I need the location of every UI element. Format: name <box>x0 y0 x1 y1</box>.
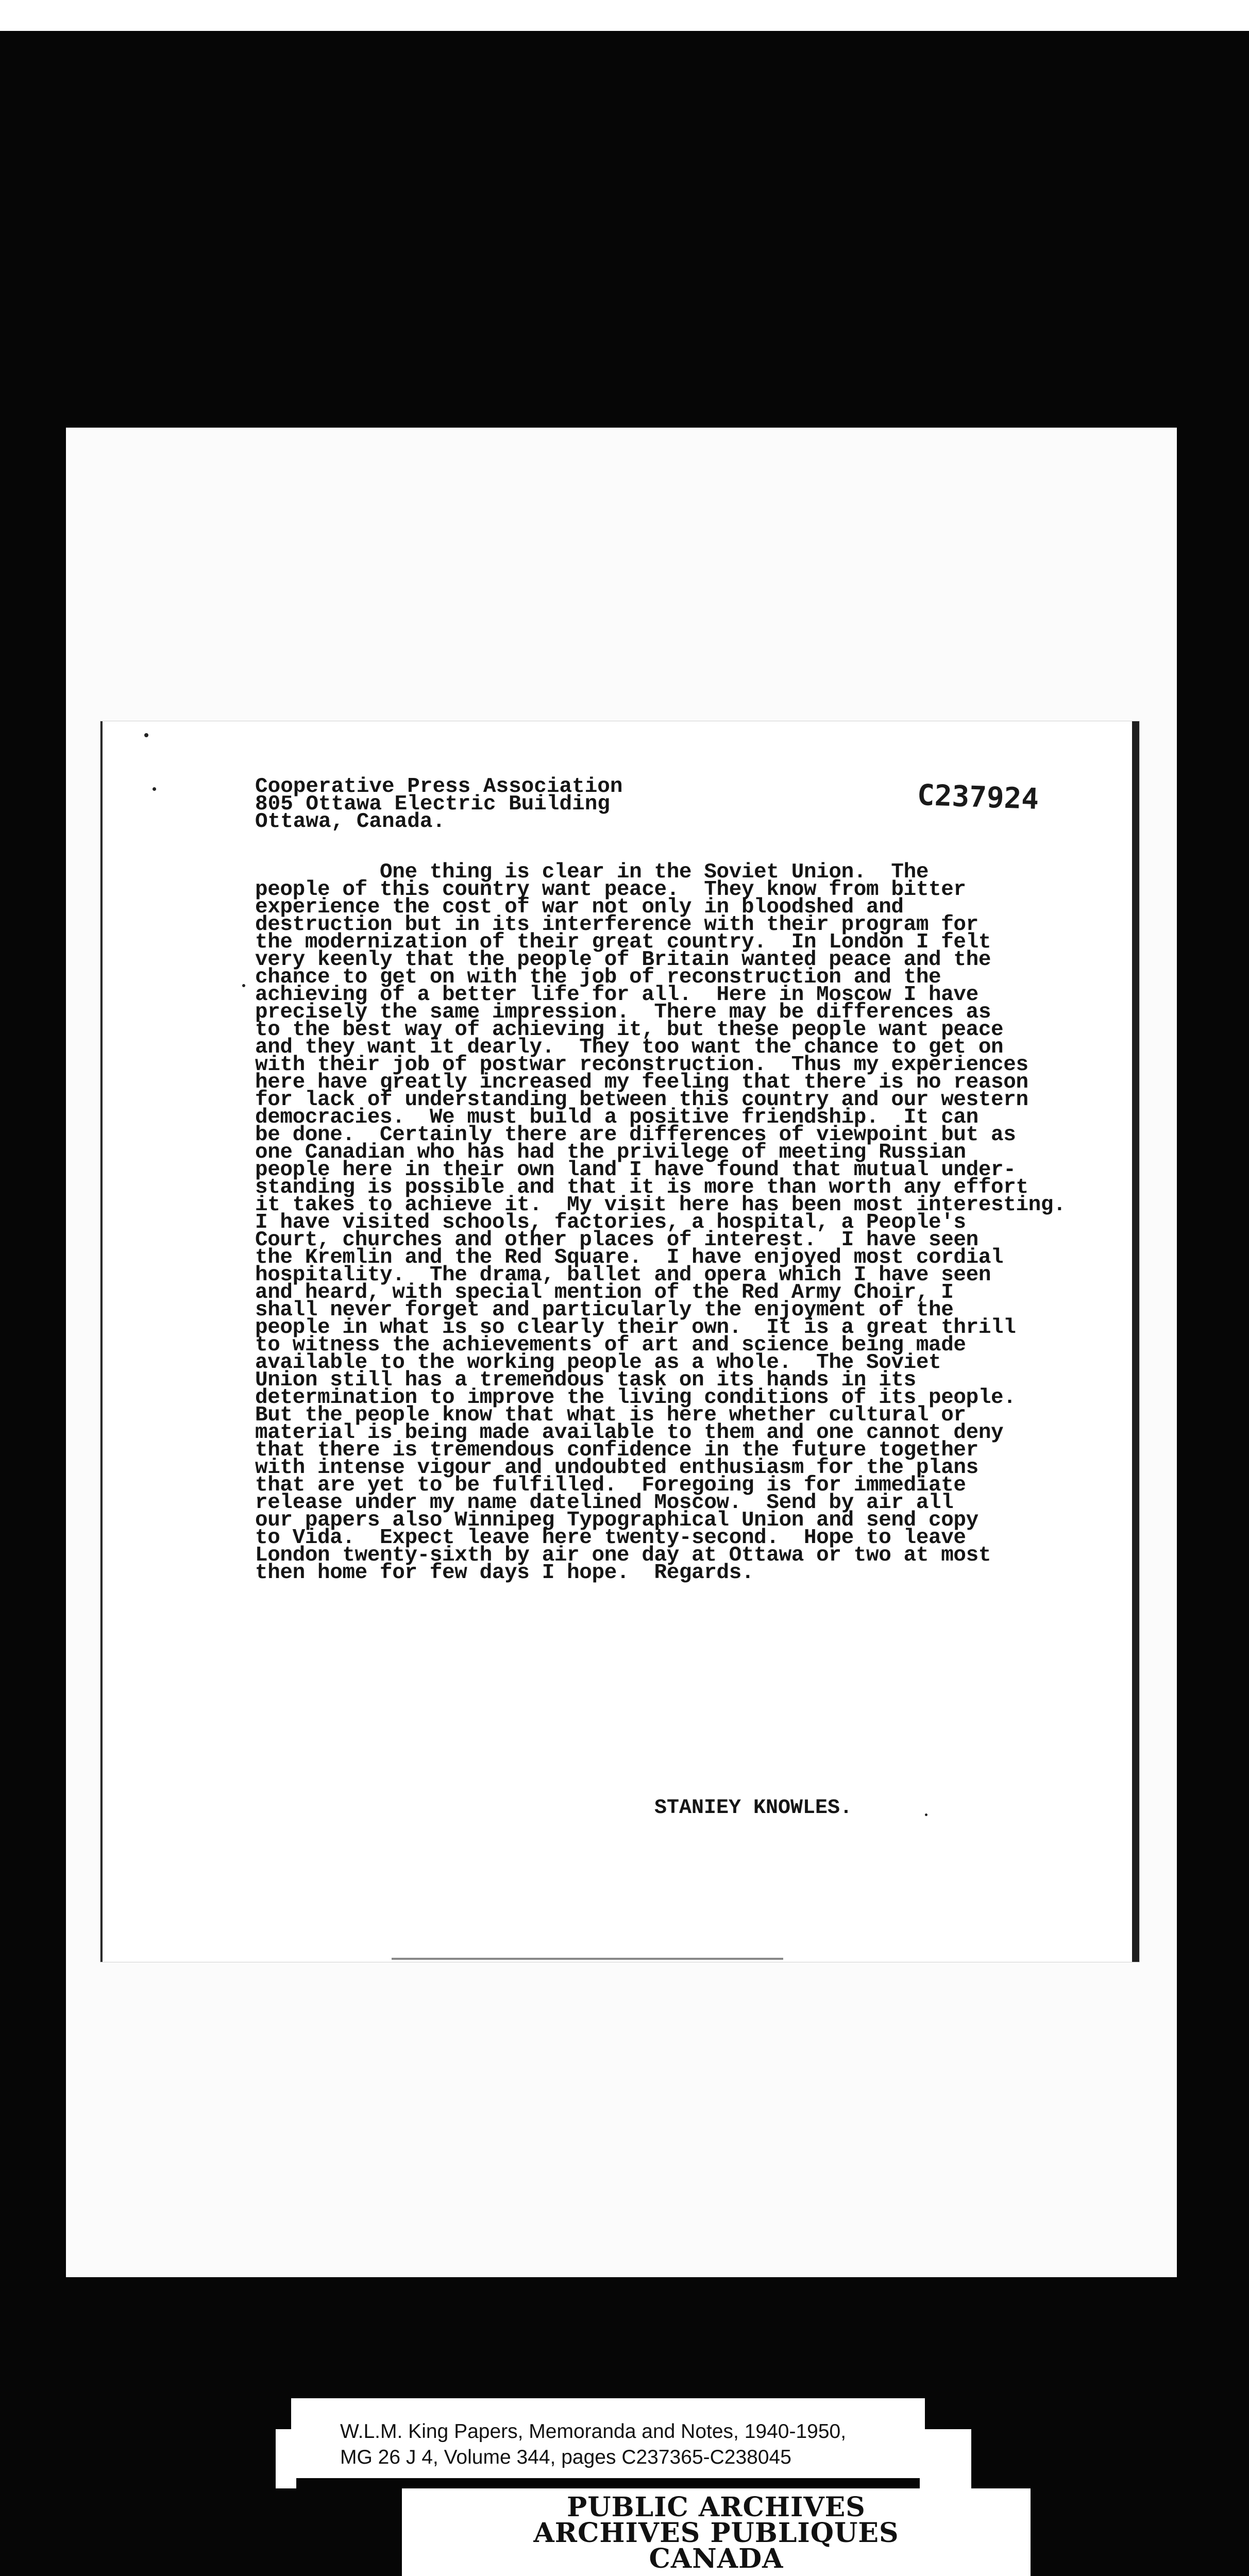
archive-stamp-line: ARCHIVES PUBLIQUES <box>533 2517 899 2549</box>
letter-body-line: achieving of a better life for all. Here in Moscow I have <box>255 983 978 1007</box>
letter-body-line: democracies. We must build a positive friendship. It can <box>255 1106 978 1129</box>
letter-body-line: very keenly that the people of Britain wanted peace and the <box>255 948 991 972</box>
letter-body-line: precisely the same impression. There may be differences as <box>255 1001 991 1024</box>
letter-body-line: destruction but in its interference with their program for <box>255 913 978 937</box>
letter-body-line: to Vida. Expect leave here twenty-second. Hope to leave <box>255 1526 966 1550</box>
letter-body-line: the Kremlin and the Red Square. I have enjoyed most cordial <box>255 1246 1004 1269</box>
letter <box>255 775 1126 1585</box>
label-tab <box>920 2429 971 2488</box>
letter-body-line: people of this country want peace. They know from bitter <box>255 878 966 902</box>
letter-body-line: But the people know that what is here whether cultural or <box>255 1403 966 1427</box>
letter-body-line: shall never forget and particularly the enjoyment of the <box>255 1298 954 1322</box>
archive-label-text <box>340 2419 846 2470</box>
paper-speck <box>153 787 156 791</box>
letter-body-line: and they want it dearly. They too want the chance to get on <box>255 1036 1004 1059</box>
letter-body-line: people here in their own land I have found that mutual under- <box>255 1158 1016 1182</box>
letter-body-line: with intense vigour and undoubted enthusiasm for the plans <box>255 1456 978 1480</box>
letter-body-line: be done. Certainly there are differences of viewpoint but as <box>255 1123 1016 1147</box>
paper-speck <box>144 733 148 737</box>
archive-stamp-line: CANADA <box>649 2543 784 2574</box>
letter-body-line: the modernization of their great country. In London I felt <box>255 930 991 954</box>
archive-stamp-line: PUBLIC ARCHIVES <box>567 2492 866 2523</box>
letter-body-line: standing is possible and that it is more than worth any effort <box>255 1176 1028 1199</box>
letter-body-line: with their job of postwar reconstruction. Thus my experiences <box>255 1053 1028 1077</box>
letter-body-line: that there is tremendous confidence in the future together <box>255 1438 978 1462</box>
paper-speck <box>242 984 245 987</box>
letter-body-line: that are yet to be fulfilled. Foregoing is for immediate <box>255 1473 966 1497</box>
letter-body-line: it takes to achieve it. My visit here has been most interesting. <box>255 1193 1066 1217</box>
letter-body-line: then home for few days I hope. Regards. <box>255 1561 754 1585</box>
letter-body-line: Union still has a tremendous task on its hands in its <box>255 1368 916 1392</box>
document-number: C237924 <box>916 778 1040 817</box>
letter-body-line: here have greatly increased my feeling that there is no reason <box>255 1071 1028 1094</box>
letter-body-line: One thing is clear in the Soviet Union. The <box>255 860 929 884</box>
letter-body-line: hospitality. The drama, ballet and opera which I have seen <box>255 1263 991 1287</box>
letter-body-line: chance to get on with the job of reconstruction and the <box>255 965 941 989</box>
archive-label-line: MG 26 J 4, Volume 344, pages C237365-C238045 <box>340 2446 791 2468</box>
letter-body-line: experience the cost of war not only in bloodshed and <box>255 895 904 919</box>
letter-body-line: to the best way of achieving it, but these people want peace <box>255 1018 1004 1042</box>
archive-label-line: W.L.M. King Papers, Memoranda and Notes, 1940-1950, <box>340 2420 847 2443</box>
letter-body-line: I have visited schools, factories, a hospital, a People's <box>255 1211 966 1234</box>
letter-body-line: determination to improve the living conditions of its people. <box>255 1386 1016 1410</box>
letter-body-line: to witness the achievements of art and science being made <box>255 1333 966 1357</box>
letter-body-line: London twenty-sixth by air one day at Ottawa or two at most <box>255 1544 991 1567</box>
letter-body-line: available to the working people as a whole. The Soviet <box>255 1351 941 1375</box>
archive-stamp <box>402 2492 1031 2574</box>
paper-speck <box>925 1814 927 1816</box>
letter-body-line: people in what is so clearly their own. It is a great thrill <box>255 1316 1016 1340</box>
address-line: 805 Ottawa Electric Building <box>255 792 610 816</box>
letter-body-line: Court, churches and other places of interest. I have seen <box>255 1228 978 1252</box>
letter-body-line: our papers also Winnipeg Typographical Union and send copy <box>255 1509 978 1532</box>
signature: STANIEY KNOWLES. <box>654 1797 853 1820</box>
letter-body-line: release under my name datelined Moscow. Send by air all <box>255 1491 954 1515</box>
letter-body <box>255 860 1126 1585</box>
letter-body-line: one Canadian who has had the privilege of meeting Russian <box>255 1141 966 1164</box>
address-line: Ottawa, Canada. <box>255 810 446 834</box>
letter-body-line: and heard, with special mention of the Red Army Choir, I <box>255 1281 954 1304</box>
address-line: Cooperative Press Association <box>255 775 623 799</box>
letter-body-line: material is being made available to them and one cannot deny <box>255 1421 1004 1445</box>
letter-body-line: for lack of understanding between this country and our western <box>255 1088 1028 1112</box>
sheet-edge-line <box>392 1958 783 1960</box>
